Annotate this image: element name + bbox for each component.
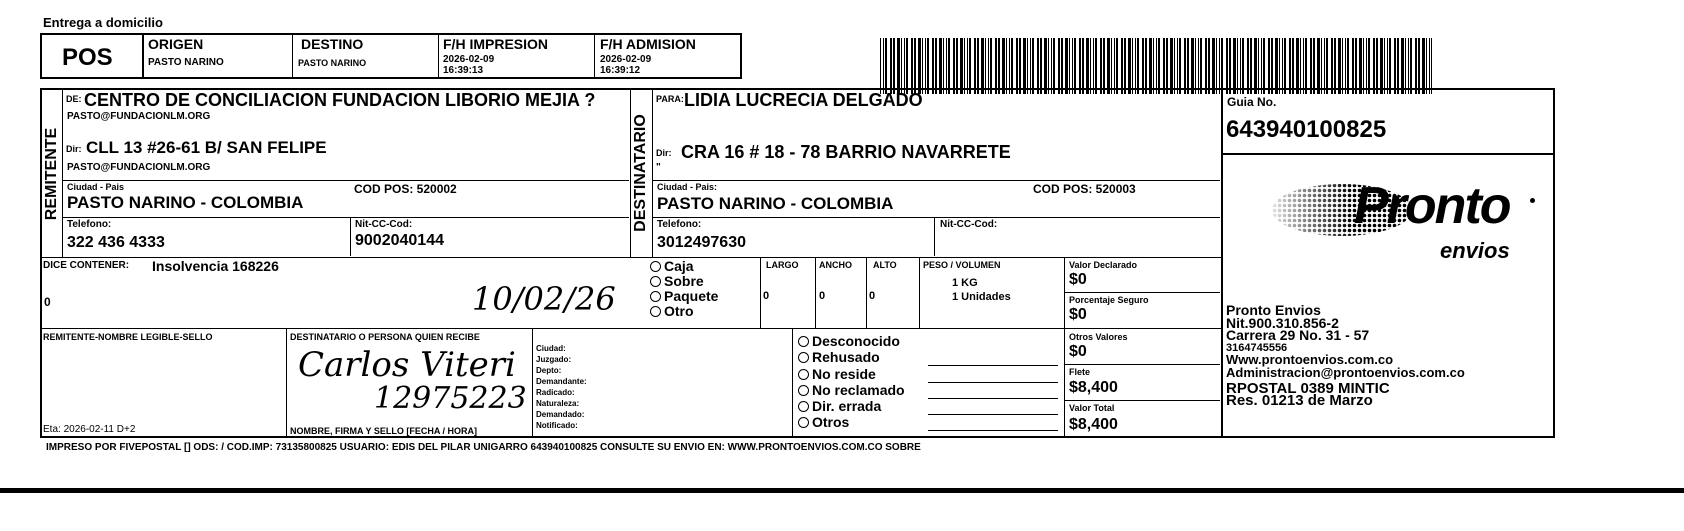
barcode-bar [1342,38,1343,94]
barcode-bar [1037,38,1039,94]
barcode-bar [1376,38,1378,94]
sender-phone-label: Telefono: [67,219,112,230]
barcode-bar [1142,38,1144,94]
barcode-bar [1352,38,1354,94]
width-label: ANCHO [819,260,852,270]
barcode-bar [1240,38,1241,94]
company-resolution: Res. 01213 de Marzo [1226,392,1373,410]
barcode-bar [1048,38,1049,94]
sender-city-label: Ciudad - Pais [67,182,125,192]
barcode-bar [1219,38,1220,94]
return-reason-option[interactable]: Dir. errada [798,398,905,414]
package-type-option[interactable]: Paquete [650,289,718,304]
service-box [40,33,144,79]
barcode-bar [1282,38,1283,94]
barcode-bar [990,38,992,94]
barcode-bar [890,38,892,94]
barcode-bar [1149,38,1152,94]
barcode-bar [1205,38,1207,94]
barcode-bar [1124,38,1126,94]
barcode-bar [901,38,902,94]
barcode-bar [1069,38,1070,94]
barcode-bar [1401,38,1404,94]
declared-value-label: Valor Declarado [1069,260,1138,270]
company-email: Administracion@prontoenvios.com.co [1226,364,1465,380]
barcode-bar [1410,38,1412,94]
barcode-bar [1179,38,1181,94]
destination-label: DESTINO [301,36,364,52]
sender-email: PASTO@FUNDACIONLM.ORG [67,111,211,122]
recipient-name: LIDIA LUCRECIA DELGADO [684,90,923,110]
barcode-bar [1271,38,1273,94]
radio-circle-icon [798,417,809,428]
radio-circle-icon [650,261,661,272]
barcode-bar [981,38,984,94]
barcode-bar [1016,38,1018,94]
barcode-bar [1284,38,1286,94]
radio-circle-icon [798,401,809,412]
barcode-bar [922,38,923,94]
admission-time: 16:39:12 [600,65,641,76]
barcode-bar [1226,38,1228,94]
weight-value: 1 KG [952,277,978,289]
barcode-bar [1250,38,1252,94]
eta: Eta: 2026-02-11 D+2 [43,424,136,435]
barcode-bar [1313,38,1315,94]
barcode-bar [1303,38,1304,94]
barcode-bar [964,38,965,94]
recipient-city: PASTO NARINO - COLOMBIA [657,194,894,213]
barcode-bar [1397,38,1399,94]
barcode-bar [1107,38,1110,94]
barcode-bar [1233,38,1236,94]
barcode-bar [1242,38,1244,94]
barcode-bar [985,38,986,94]
barcode-bar [1359,38,1362,94]
barcode-bar [1394,38,1396,94]
barcode-bar [1263,38,1265,94]
tracking-barcode [880,38,1432,94]
barcode-bar [1158,38,1160,94]
barcode-bar [1355,38,1357,94]
radio-circle-icon [798,385,809,396]
barcode-bar [1305,38,1307,94]
return-reason-option[interactable]: Otros [798,414,905,430]
barcode-bar [1324,38,1325,94]
barcode-bar [1338,38,1341,94]
sender-phone: 322 436 4333 [67,234,165,251]
recipient-postal-code: COD POS: 520003 [1033,182,1136,196]
barcode-bar [1044,38,1047,94]
contents-zero: 0 [44,295,51,309]
return-reason-option[interactable]: Rehusado [798,349,905,365]
sender-signature-label: REMITENTE-NOMBRE LEGIBLE-SELLO [43,332,213,342]
judicial-fields: Ciudad: Juzgado: Depto: Demandante: Radicado: Naturaleza: Demandado: Notificado: [536,344,587,430]
print-time: 16:39:13 [443,65,484,76]
admission-datetime-label: F/H ADMISION [600,36,696,52]
barcode-bar [1082,38,1084,94]
company-license: RPOSTAL 0389 MINTIC [1226,379,1390,397]
barcode-bar [1061,38,1063,94]
barcode-bar [935,38,937,94]
barcode-bar [906,38,908,94]
barcode-bar [1387,38,1388,94]
barcode-bar [1198,38,1199,94]
barcode-bar [1121,38,1123,94]
radio-circle-icon [798,369,809,380]
barcode-bar [1100,38,1102,94]
sender-postal-code: COD POS: 520002 [354,182,457,196]
sender-dir-label: Dir: [66,144,82,154]
barcode-bar [1019,38,1021,94]
barcode-bar [1079,38,1081,94]
sender-nit-label: Nit-CC-Cod: [355,219,413,230]
receiver-label: DESTINATARIO O PERSONA QUIEN RECIBE [290,332,480,342]
barcode-bar [1128,38,1131,94]
barcode-bar [998,38,1000,94]
barcode-bar [1279,38,1280,94]
barcode-bar [1422,38,1425,94]
barcode-bar [1408,38,1409,94]
sender-de-label: DE: [66,94,82,104]
barcode-bar [1195,38,1196,94]
barcode-bar [1065,38,1068,94]
barcode-bar [927,38,929,94]
barcode-bar [946,38,947,94]
recipient-nit-label: Nit-CC-Cod: [940,219,998,230]
barcode-bar [1384,38,1385,94]
barcode-bar [953,38,955,94]
tracking-number: 643940100825 [1226,116,1387,143]
barcode-bar [883,38,884,94]
company-web: Www.prontoenvios.com.co [1226,352,1394,368]
barcode-bar [1292,38,1294,94]
barcode-bar [1321,38,1322,94]
barcode-bar [1268,38,1270,94]
barcode-bar [1200,38,1202,94]
barcode-bar [1040,38,1042,94]
barcode-bar [1032,38,1034,94]
recipient-para-label: PARA: [656,94,684,104]
barcode-bar [939,38,942,94]
units-value: 1 Unidades [952,291,1011,303]
barcode-bar [1058,38,1060,94]
barcode-bar [948,38,950,94]
barcode-bar [1135,38,1136,94]
barcode-bar [974,38,976,94]
insurance-label: Porcentaje Seguro [1069,295,1149,305]
declared-value: $0 [1069,271,1087,288]
barcode-bar [1170,38,1173,94]
barcode-bar [1289,38,1291,94]
print-date: 2026-02-09 [443,54,495,65]
recipient-phone-label: Telefono: [657,219,702,230]
contents-value: Insolvencia 168226 [152,258,279,274]
weight-label: PESO / VOLUMEN [923,260,1001,270]
sender-address: CLL 13 #26-61 B/ SAN FELIPE [86,138,327,157]
barcode-bar [1208,38,1210,94]
barcode-bar [1027,38,1028,94]
barcode-bar [1326,38,1328,94]
print-datetime-label: F/H IMPRESION [443,36,549,52]
origin-label: ORIGEN [148,36,204,52]
barcode-bar [1072,38,1073,94]
radio-circle-icon [798,352,809,363]
recipient-phone: 3012497630 [657,234,746,251]
barcode-bar [1310,38,1312,94]
barcode-bar [1418,38,1420,94]
barcode-bar [1275,38,1278,94]
barcode-bar [1380,38,1383,94]
barcode-bar [1331,38,1333,94]
width-value: 0 [819,290,826,302]
barcode-bar [885,38,887,94]
insurance-value: $0 [1069,306,1087,323]
company-name: Pronto Envios [1226,302,1321,318]
barcode-bar [1030,38,1031,94]
package-type-option[interactable]: Sobre [650,274,718,289]
barcode-bar [1187,38,1189,94]
barcode-bar [1174,38,1175,94]
barcode-bar [1373,38,1375,94]
barcode-bar [1300,38,1301,94]
radio-circle-icon [650,276,661,287]
barcode-bar [1114,38,1115,94]
sender-name: CENTRO DE CONCILIACION FUNDACION LIBORIO MEJIA ? [84,90,596,110]
other-values-label: Otros Valores [1069,332,1128,342]
barcode-bar [1156,38,1157,94]
barcode-bar [1023,38,1026,94]
return-reason-option[interactable]: No reclamado [798,382,905,398]
barcode-bar [1347,38,1349,94]
barcode-bar [1116,38,1118,94]
barcode-bar [1090,38,1091,94]
barcode-bar [1254,38,1257,94]
total-value-label: Valor Total [1069,403,1115,413]
barcode-bar [925,38,926,94]
pronto-logo [1262,168,1532,278]
bottom-rule [0,488,1684,493]
barcode-bar [1166,38,1168,94]
barcode-bar [1296,38,1299,94]
company-info [1226,304,1465,408]
barcode-bar [988,38,989,94]
barcode-bar [1221,38,1223,94]
freight-value: $8,400 [1069,379,1118,396]
barcode-bar [943,38,944,94]
return-reason-option[interactable]: No reside [798,366,905,382]
contents-label: DICE CONTENER: [43,260,130,271]
sender-side-label: REMITENTE [43,127,60,221]
recipient-extra: " [656,162,661,173]
barcode-bar [1074,38,1076,94]
barcode-bar [1258,38,1259,94]
radio-circle-icon [650,291,661,302]
package-type-list [650,259,718,319]
barcode-bar [1191,38,1194,94]
recipient-dir-label: Dir: [656,148,672,158]
barcode-bar [1009,38,1010,94]
barcode-bar [1317,38,1320,94]
total-value: $8,400 [1069,416,1118,433]
package-type-option[interactable]: Caja [650,259,718,274]
barcode-bar [897,38,900,94]
sender-city: PASTO NARINO - COLOMBIA [67,193,304,212]
barcode-bar [911,38,913,94]
barcode-bar [932,38,934,94]
barcode-bar [1216,38,1217,94]
barcode-bar [1177,38,1178,94]
barcode-bar [1426,38,1427,94]
barcode-bar [914,38,916,94]
company-phone: 3164745556 [1226,341,1288,354]
registered-dot-icon [1530,198,1535,203]
barcode-bar [967,38,968,94]
company-address: Carrera 29 No. 31 - 57 [1226,327,1370,344]
recipient-city-label: Ciudad - Pais: [657,182,718,192]
receiver-signature-caption: NOMBRE, FIRMA Y SELLO [FECHA / HORA] [290,426,478,436]
origin-value: PASTO NARINO [148,57,224,68]
barcode-bar [1405,38,1406,94]
barcode-bar [1145,38,1147,94]
barcode-bar [1261,38,1262,94]
recipient-address: CRA 16 # 18 - 78 BARRIO NAVARRETE [681,142,1011,162]
other-values: $0 [1069,343,1087,360]
return-reasons [798,333,905,431]
barcode-bar [1051,38,1052,94]
barcode-bar [904,38,905,94]
receiver-id-handwritten: 12975223 [374,381,527,416]
barcode-bar [1053,38,1055,94]
barcode-bar [1229,38,1231,94]
logo-word: Pronto [1354,177,1510,235]
return-reason-option[interactable]: Desconocido [798,333,905,349]
company-nit: Nit.900.310.856-2 [1226,314,1339,331]
tracking-number-label: Guia No. [1227,95,1277,109]
radio-circle-icon [798,336,809,347]
radio-circle-icon [650,306,661,317]
service-code: POS [62,44,113,71]
delivery-type-title: Entrega a domicilio [43,15,163,30]
barcode-bar [1429,38,1430,94]
barcode-bar [918,38,921,94]
barcode-bar [1095,38,1097,94]
receiver-signature: Carlos Viteri [298,345,516,385]
barcode-bar [1345,38,1346,94]
admission-date: 2026-02-09 [600,54,652,65]
barcode-bar [1237,38,1238,94]
barcode-bar [893,38,895,94]
logo-subword: envios [1440,238,1510,263]
barcode-bar [1334,38,1336,94]
length-label: LARGO [766,260,799,270]
barcode-bar [1415,38,1417,94]
package-type-option[interactable]: Otro [650,304,718,319]
height-value: 0 [869,290,876,302]
handwritten-date: 10/02/26 [472,280,616,318]
barcode-bar [1389,38,1391,94]
barcode-bar [1247,38,1249,94]
recipient-side-label: DESTINATARIO [632,114,649,232]
barcode-bar [1011,38,1013,94]
barcode-bar [1002,38,1005,94]
barcode-bar [960,38,963,94]
freight-label: Flete [1069,367,1091,377]
barcode-bar [1153,38,1154,94]
barcode-bar [995,38,997,94]
barcode-bar [956,38,958,94]
destination-value: PASTO NARINO [298,58,367,68]
barcode-bar [1184,38,1186,94]
barcode-bar [1431,38,1432,94]
length-value: 0 [763,290,770,302]
barcode-bar [1006,38,1007,94]
sender-nit: 9002040144 [355,232,444,249]
barcode-bar [977,38,979,94]
barcode-bar [1132,38,1133,94]
barcode-bar [1103,38,1105,94]
barcode-bar [1212,38,1215,94]
barcode-bar [1363,38,1364,94]
barcode-bar [1086,38,1089,94]
sender-email-2: PASTO@FUNDACIONLM.ORG [67,162,211,173]
barcode-bar [1111,38,1112,94]
barcode-bar [1368,38,1370,94]
barcode-bar [1137,38,1139,94]
height-label: ALTO [873,260,897,270]
footer-print-info: IMPRESO POR FIVEPOSTAL [] ODS: / COD.IMP: 73135800825 USUARIO: EDIS DEL PILAR UNIGARRO 643940100825 CONSULTE SU ENVIO EN: WWW.PRONTOENVIOS.COM.CO SOBRE [46,442,921,453]
barcode-bar [1163,38,1165,94]
barcode-bar [880,38,881,94]
barcode-bar [1093,38,1094,94]
barcode-bar [969,38,971,94]
barcode-bar [1366,38,1367,94]
